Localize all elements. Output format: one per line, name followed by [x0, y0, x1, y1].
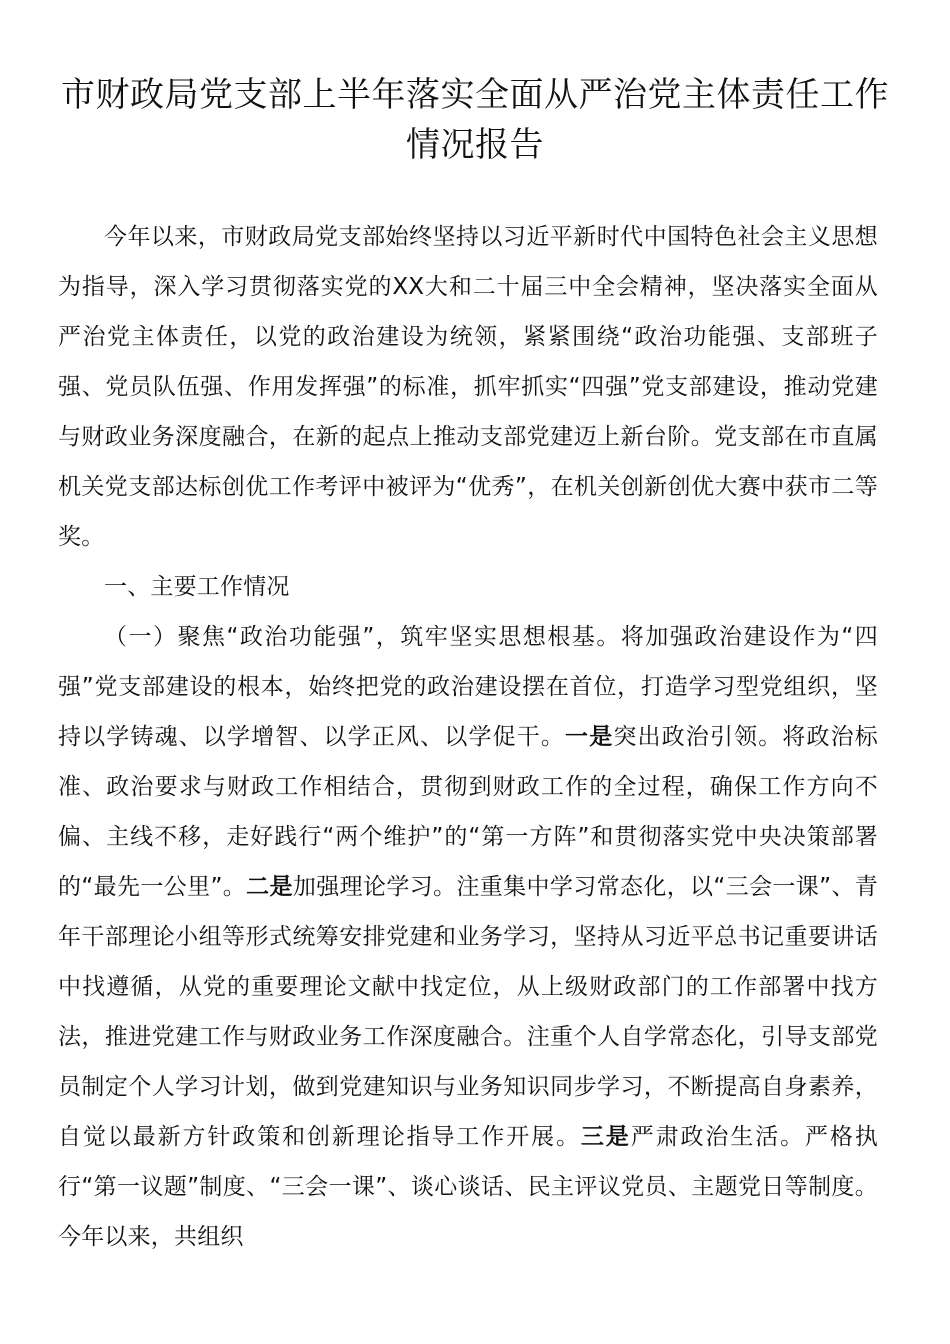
item-1-label: 一是 — [565, 724, 614, 750]
item-2-text: 加强理论学习。注重集中学习常态化，以“三会一课”、青年干部理论小组等形式统筹安排党建和业务学习，坚持从习近平总书记重要讲话中找遵循，从党的重要理论文献中找定位，从上级财政部门的工作部署中找方法，推进党建工作与财政业务工作深度融合。注重个人自学常态化，引导支部党员制定个人学习计划，做到党建知识与业务知识同步学习，不断提高自身素养，自觉以最新方针政策和创新理论指导工作开展。 — [58, 874, 879, 1150]
item-3-label: 三是 — [580, 1124, 631, 1150]
section-heading-main-work: 一、主要工作情况 — [104, 574, 290, 600]
section-1-paragraph — [58, 612, 878, 1262]
item-2-label: 二是 — [246, 874, 293, 900]
document-body — [58, 212, 878, 1262]
item-3-text: 严肃政治生活。严格执行“第一议题”制度、“三会一课”、谈心谈话、民主评议党员、主题党日等制度。今年以来，共组织 — [58, 1124, 879, 1250]
document-title: 市财政局党支部上半年落实全面从严治党主体责任工作情况报告 — [61, 75, 889, 165]
intro-paragraph: 今年以来，市财政局党支部始终坚持以习近平新时代中国特色社会主义思想为指导，深入学习贯彻落实党的XX大和二十届三中全会精神，坚决落实全面从严治党主体责任，以党的政治建设为统领，紧紧围绕“政治功能强、支部班子强、党员队伍强、作用发挥强”的标准，抓牢抓实“四强”党支部建设，推动党建与财政业务深度融合，在新的起点上推动支部党建迈上新台阶。党支部在市直属机关党支部达标创优工作考评中被评为“优秀”，在机关创新创优大赛中获市二等奖。 — [58, 224, 878, 550]
section-1-intro: （一）聚焦“政治功能强”，筑牢坚实思想根基。将加强政治建设作为“四强”党支部建设的根本，始终把党的政治建设摆在首位，打造学习型党组织，坚持以学铸魂、以学增智、以学正风、以学促干。 — [58, 624, 878, 750]
item-1-text: 突出政治引领。将政治标准、政治要求与财政工作相结合，贯彻到财政工作的全过程，确保工作方向不偏、主线不移，走好践行“两个维护”的“第一方阵”和贯彻落实党中央决策部署的“最先一公里”。 — [58, 724, 878, 900]
